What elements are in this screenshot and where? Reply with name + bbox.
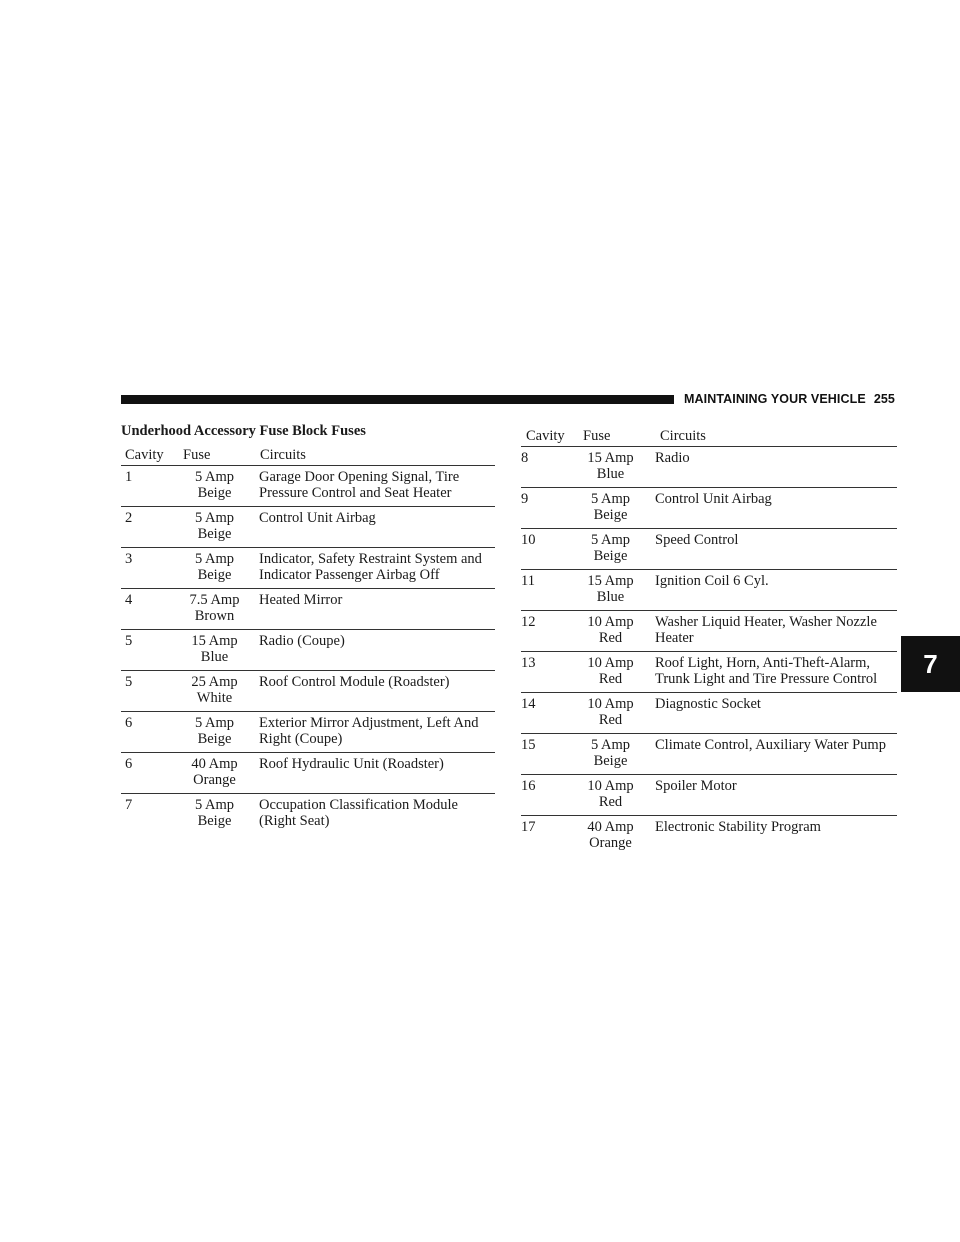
table-body	[121, 466, 495, 834]
fuse-cell	[569, 491, 652, 523]
fuse-amperage: 10 Amp	[587, 778, 634, 794]
table-row	[521, 529, 897, 570]
fuse-amperage: 5 Amp	[194, 469, 235, 485]
fuse-color: Beige	[197, 731, 232, 747]
col-fuse-header: Fuse	[583, 428, 611, 444]
fuse-cell	[173, 510, 256, 542]
fuse-cell	[569, 450, 652, 482]
fuse-cell	[569, 778, 652, 810]
fuse-color: Blue	[200, 649, 229, 665]
circuits-cell: Radio (Coupe)	[259, 633, 345, 649]
fuse-amperage: 10 Amp	[587, 696, 634, 712]
fuse-cell	[173, 633, 256, 665]
section-title: Underhood Accessory Fuse Block Fuses	[121, 423, 366, 439]
table-row	[121, 548, 495, 589]
cavity-cell: 10	[521, 532, 536, 548]
circuits-cell: Control Unit Airbag	[655, 491, 772, 507]
cavity-cell: 9	[521, 491, 529, 507]
fuse-color: Red	[598, 794, 623, 810]
circuits-cell: Ignition Coil 6 Cyl.	[655, 573, 769, 589]
circuits-cell: Heated Mirror	[259, 592, 343, 608]
table-row	[121, 466, 495, 507]
cavity-cell: 5	[125, 674, 133, 690]
table-row	[121, 671, 495, 712]
cavity-cell: 11	[521, 573, 535, 589]
running-header	[684, 392, 895, 406]
fuse-cell	[569, 819, 652, 851]
table-row	[521, 775, 897, 816]
fuse-color: Blue	[596, 466, 625, 482]
section-name: MAINTAINING YOUR VEHICLE	[684, 392, 866, 406]
cavity-cell: 8	[521, 450, 529, 466]
table-row	[521, 693, 897, 734]
table-row	[521, 816, 897, 856]
table-row	[121, 589, 495, 630]
table-row	[521, 447, 897, 488]
fuse-color: Beige	[197, 485, 232, 501]
circuits-cell: Climate Control, Auxiliary Water Pump	[655, 737, 886, 753]
fuse-cell	[173, 715, 256, 747]
fuse-amperage: 15 Amp	[587, 450, 634, 466]
col-cavity-header: Cavity	[125, 447, 164, 463]
circuits-cell: Electronic Stability Program	[655, 819, 821, 835]
table-body	[521, 447, 897, 856]
cavity-cell: 16	[521, 778, 536, 794]
fuse-cell	[569, 655, 652, 687]
fuse-color: Beige	[593, 753, 628, 769]
fuse-amperage: 7.5 Amp	[189, 592, 240, 608]
table-row	[521, 652, 897, 693]
table-row	[521, 611, 897, 652]
table-header	[521, 427, 897, 447]
fuse-amperage: 15 Amp	[587, 573, 634, 589]
table-row	[121, 507, 495, 548]
fuse-amperage: 5 Amp	[194, 551, 235, 567]
fuse-color: Beige	[593, 548, 628, 564]
cavity-cell: 4	[125, 592, 133, 608]
fuse-color: Beige	[197, 567, 232, 583]
fuse-amperage: 40 Amp	[587, 819, 634, 835]
fuse-amperage: 5 Amp	[590, 491, 631, 507]
col-cavity-header: Cavity	[526, 428, 565, 444]
cavity-cell: 15	[521, 737, 536, 753]
fuse-color: Red	[598, 630, 623, 646]
fuse-cell	[173, 674, 256, 706]
fuse-amperage: 40 Amp	[191, 756, 238, 772]
circuits-cell: Radio	[655, 450, 690, 466]
circuits-cell: Speed Control	[655, 532, 739, 548]
cavity-cell: 6	[125, 715, 133, 731]
fuse-amperage: 5 Amp	[590, 532, 631, 548]
circuits-cell: Control Unit Airbag	[259, 510, 376, 526]
table-row	[521, 488, 897, 529]
fuse-cell	[569, 696, 652, 728]
chapter-tab: 7	[901, 636, 960, 692]
fuse-color: Red	[598, 712, 623, 728]
cavity-cell: 17	[521, 819, 536, 835]
fuse-color: Orange	[193, 772, 236, 788]
fuse-color: Red	[598, 671, 623, 687]
fuse-amperage: 5 Amp	[194, 510, 235, 526]
table-row	[121, 753, 495, 794]
fuse-amperage: 10 Amp	[587, 614, 634, 630]
circuits-cell: Indicator, Safety Restraint System and Indicator Passenger Airbag Off	[259, 551, 482, 583]
circuits-cell: Roof Light, Horn, Anti-Theft-Alarm, Trunk Light and Tire Pressure Control	[655, 655, 878, 687]
header-rule	[121, 395, 674, 404]
table-row	[121, 794, 495, 834]
cavity-cell: 12	[521, 614, 536, 630]
cavity-cell: 1	[125, 469, 133, 485]
fuse-color: Beige	[197, 526, 232, 542]
fuse-cell	[173, 469, 256, 501]
table-row	[521, 734, 897, 775]
fuse-cell	[173, 592, 256, 624]
cavity-cell: 2	[125, 510, 133, 526]
table-row	[521, 570, 897, 611]
fuse-cell	[569, 737, 652, 769]
circuits-cell: Diagnostic Socket	[655, 696, 761, 712]
table-row	[121, 630, 495, 671]
fuse-cell	[173, 756, 256, 788]
cavity-cell: 7	[125, 797, 133, 813]
fuse-color: Orange	[589, 835, 632, 851]
fuse-color: Beige	[197, 813, 232, 829]
fuse-amperage: 25 Amp	[191, 674, 238, 690]
circuits-cell: Garage Door Opening Signal, Tire Pressure Control and Seat Heater	[259, 469, 460, 501]
table-header	[121, 446, 495, 466]
col-fuse-header: Fuse	[183, 447, 211, 463]
circuits-cell: Occupation Classification Module (Right Seat)	[259, 797, 458, 829]
fuse-color: Beige	[593, 507, 628, 523]
circuits-cell: Exterior Mirror Adjustment, Left And Right (Coupe)	[259, 715, 479, 747]
circuits-cell: Washer Liquid Heater, Washer Nozzle Heater	[655, 614, 877, 646]
fuse-table-right	[521, 427, 897, 856]
fuse-cell	[173, 551, 256, 583]
fuse-amperage: 5 Amp	[590, 737, 631, 753]
table-row	[121, 712, 495, 753]
fuse-amperage: 5 Amp	[194, 797, 235, 813]
fuse-color: White	[196, 690, 233, 706]
col-circuits-header: Circuits	[260, 447, 306, 463]
fuse-table-left	[121, 446, 495, 834]
cavity-cell: 3	[125, 551, 133, 567]
cavity-cell: 5	[125, 633, 133, 649]
fuse-cell	[569, 532, 652, 564]
cavity-cell: 6	[125, 756, 133, 772]
fuse-cell	[569, 573, 652, 605]
fuse-amperage: 15 Amp	[191, 633, 238, 649]
page-number: 255	[873, 392, 895, 406]
fuse-amperage: 5 Amp	[194, 715, 235, 731]
cavity-cell: 14	[521, 696, 536, 712]
fuse-cell	[569, 614, 652, 646]
fuse-color: Blue	[596, 589, 625, 605]
fuse-amperage: 10 Amp	[587, 655, 634, 671]
fuse-cell	[173, 797, 256, 829]
fuse-color: Brown	[194, 608, 235, 624]
circuits-cell: Roof Control Module (Roadster)	[259, 674, 450, 690]
circuits-cell: Roof Hydraulic Unit (Roadster)	[259, 756, 444, 772]
circuits-cell: Spoiler Motor	[655, 778, 737, 794]
col-circuits-header: Circuits	[660, 428, 706, 444]
cavity-cell: 13	[521, 655, 536, 671]
